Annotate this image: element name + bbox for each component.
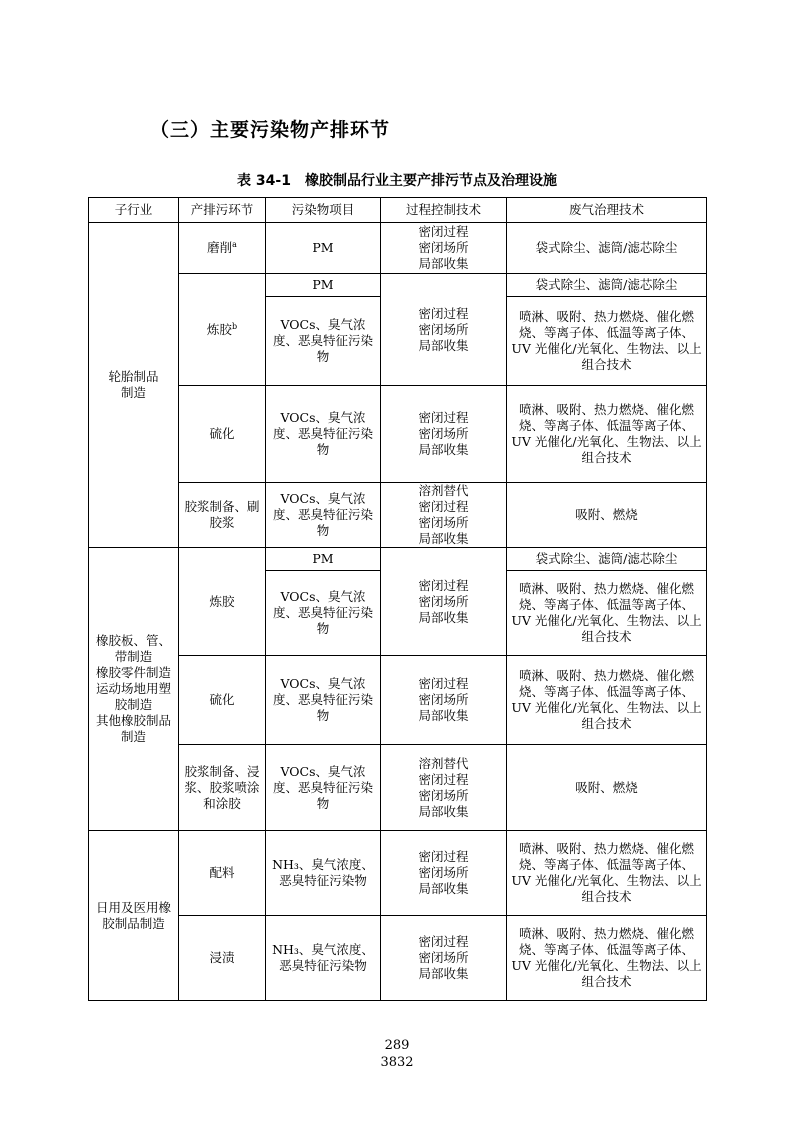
control-cell: 密闭过程 密闭场所 局部收集 — [381, 386, 507, 483]
table-row — [89, 223, 707, 274]
table-row — [89, 274, 707, 297]
pollutant-cell: PM — [266, 548, 381, 571]
page-serial-number: 3832 — [380, 1055, 414, 1070]
table-caption: 表 34-1 橡胶制品行业主要产排污节点及治理设施 — [237, 173, 557, 189]
pollutant-cell: VOCs、臭气浓度、恶臭特征污染物 — [266, 297, 381, 386]
control-cell: 密闭过程 密闭场所 局部收集 — [381, 274, 507, 386]
table-row — [89, 548, 707, 571]
treatment-cell: 袋式除尘、滤筒/滤芯除尘 — [507, 223, 707, 274]
sub-industry-cell: 橡胶板、管、 带制造 橡胶零件制造 运动场地用塑 胶制造 其他橡胶制品 制造 — [89, 548, 179, 831]
treatment-cell: 喷淋、吸附、热力燃烧、催化燃烧、等离子体、低温等离子体、UV 光催化/光氧化、生物法、以上组合技术 — [507, 297, 707, 386]
control-cell: 溶剂替代 密闭过程 密闭场所 局部收集 — [381, 483, 507, 548]
table-row — [89, 745, 707, 831]
control-cell: 密闭过程 密闭场所 局部收集 — [381, 916, 507, 1001]
treatment-cell: 吸附、燃烧 — [507, 745, 707, 831]
stage-cell: 硫化 — [179, 386, 266, 483]
header-treatment: 废气治理技术 — [507, 198, 707, 223]
control-cell: 密闭过程 密闭场所 局部收集 — [381, 223, 507, 274]
treatment-cell: 袋式除尘、滤筒/滤芯除尘 — [507, 548, 707, 571]
treatment-cell: 喷淋、吸附、热力燃烧、催化燃烧、等离子体、低温等离子体、UV 光催化/光氧化、生物法、以上组合技术 — [507, 571, 707, 656]
table-row — [89, 386, 707, 483]
header-sub-industry: 子行业 — [89, 198, 179, 223]
section-heading: （三）主要污染物产排环节 — [150, 119, 391, 141]
pollutant-cell: VOCs、臭气浓度、恶臭特征污染物 — [266, 386, 381, 483]
pollutant-cell: NH₃、臭气浓度、恶臭特征污染物 — [266, 916, 381, 1001]
pollutant-cell: VOCs、臭气浓度、恶臭特征污染物 — [266, 656, 381, 745]
stage-cell: 配料 — [179, 831, 266, 916]
table-header-row — [89, 198, 707, 223]
control-cell: 密闭过程 密闭场所 局部收集 — [381, 548, 507, 656]
footnote-mark: a — [232, 239, 237, 249]
table-row — [89, 916, 707, 1001]
pollution-table — [88, 197, 707, 1001]
control-cell: 溶剂替代 密闭过程 密闭场所 局部收集 — [381, 745, 507, 831]
treatment-cell: 喷淋、吸附、热力燃烧、催化燃烧、等离子体、低温等离子体、UV 光催化/光氧化、生物法、以上组合技术 — [507, 831, 707, 916]
treatment-cell: 喷淋、吸附、热力燃烧、催化燃烧、等离子体、低温等离子体、UV 光催化/光氧化、生物法、以上组合技术 — [507, 916, 707, 1001]
treatment-cell: 喷淋、吸附、热力燃烧、催化燃烧、等离子体、低温等离子体、UV 光催化/光氧化、生物法、以上组合技术 — [507, 386, 707, 483]
sub-industry-cell: 日用及医用橡 胶制品制造 — [89, 831, 179, 1001]
sub-industry-cell: 轮胎制品 制造 — [89, 223, 179, 548]
stage-cell: 胶浆制备、浸浆、胶浆喷涂和涂胶 — [179, 745, 266, 831]
pollutant-cell: PM — [266, 274, 381, 297]
treatment-cell: 喷淋、吸附、热力燃烧、催化燃烧、等离子体、低温等离子体、UV 光催化/光氧化、生物法、以上组合技术 — [507, 656, 707, 745]
header-control: 过程控制技术 — [381, 198, 507, 223]
stage-cell: 硫化 — [179, 656, 266, 745]
stage-cell: 炼胶$^b$ — [179, 274, 266, 386]
pollutant-cell: PM — [266, 223, 381, 274]
stage-cell: 浸渍 — [179, 916, 266, 1001]
table-row — [89, 656, 707, 745]
treatment-cell: 袋式除尘、滤筒/滤芯除尘 — [507, 274, 707, 297]
stage-cell: 炼胶 — [179, 548, 266, 656]
treatment-cell: 吸附、燃烧 — [507, 483, 707, 548]
header-pollutant: 污染物项目 — [266, 198, 381, 223]
stage-cell: 胶浆制备、刷胶浆 — [179, 483, 266, 548]
table-row — [89, 831, 707, 916]
control-cell: 密闭过程 密闭场所 局部收集 — [381, 831, 507, 916]
page-number: 289 — [384, 1038, 410, 1053]
header-stage: 产排污环节 — [179, 198, 266, 223]
stage-cell: 磨削$^a$ — [179, 223, 266, 274]
control-cell: 密闭过程 密闭场所 局部收集 — [381, 656, 507, 745]
footnote-mark: b — [231, 321, 238, 331]
pollutant-cell: VOCs、臭气浓度、恶臭特征污染物 — [266, 745, 381, 831]
pollutant-cell: VOCs、臭气浓度、恶臭特征污染物 — [266, 571, 381, 656]
pollutant-cell: VOCs、臭气浓度、恶臭特征污染物 — [266, 483, 381, 548]
table-row — [89, 483, 707, 548]
pollutant-cell: NH₃、臭气浓度、恶臭特征污染物 — [266, 831, 381, 916]
